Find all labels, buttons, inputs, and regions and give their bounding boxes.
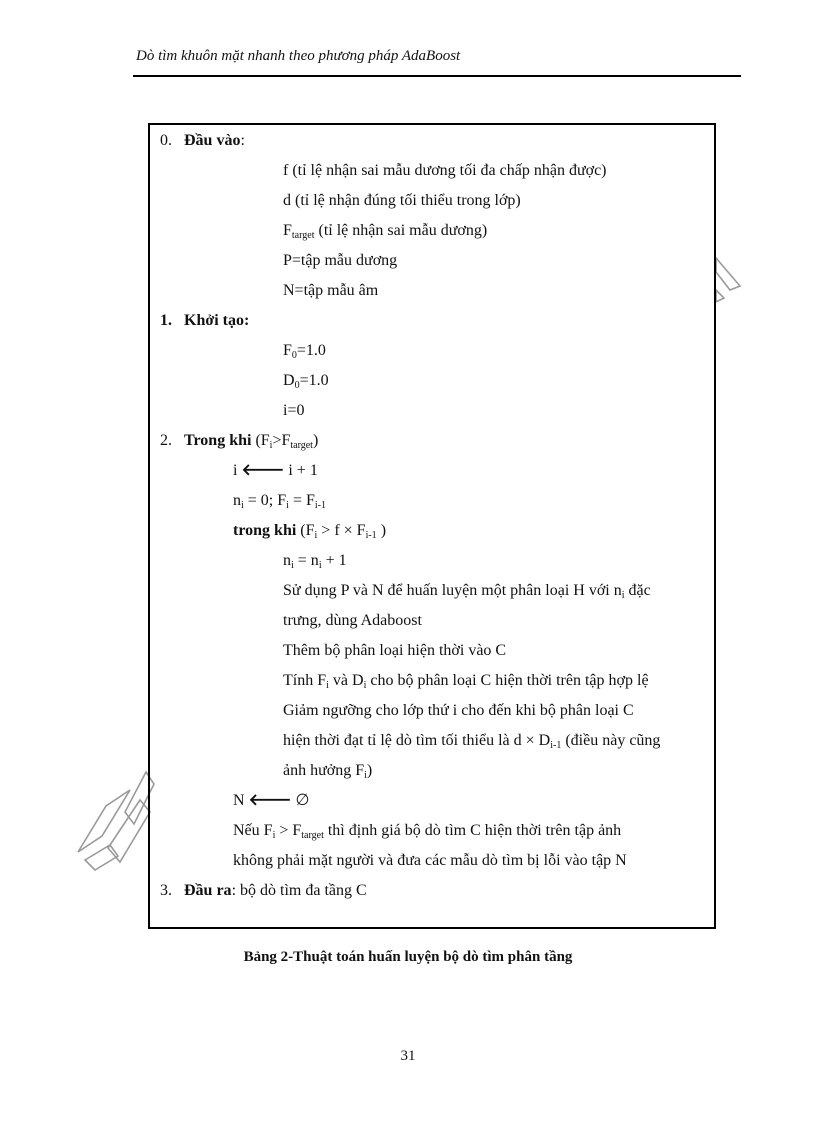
if-line-2: không phải mặt người và đưa các mẫu dò tìm bị lỗi vào tập N — [233, 852, 627, 869]
table-caption: Bảng 2-Thuật toán huấn luyện bộ dò tìm phân tầng — [243, 949, 573, 965]
if-line-1: Nếu $F_i > F_{target}$ thì định giá bộ dò tìm C hiện thời trên tập ảnh — [233, 822, 622, 841]
step-0-heading: 0. Đầu vào: — [160, 132, 245, 149]
init-i0: i=0 — [283, 402, 305, 419]
input-f: f (tỉ lệ nhận sai mẫu dương tối đa chấp nhận được) — [283, 162, 607, 179]
running-header: Dò tìm khuôn mặt nhanh theo phương pháp AdaBoost — [136, 48, 461, 64]
input-ftarget: $F_{target}$ (tỉ lệ nhận sai mẫu dương) — [283, 222, 488, 241]
left-arrow-icon: 🡐 — [248, 792, 292, 809]
inner-loop-heading: trong khi ($F_i > f \times F_{i-1}$ ) — [233, 522, 387, 541]
train-line-1: Sử dụng P và N để huấn luyện một phân loại H với $n_i$ đặc — [283, 582, 651, 601]
increment-i: i 🡐 i + 1 — [233, 462, 318, 479]
decrease-threshold-3: ảnh hưởng $F_i$) — [283, 762, 373, 781]
compute-fi-di: Tính $F_i$ và $D_i$ cho bộ phân loại C hiện thời trên tập hợp lệ — [283, 672, 649, 691]
page-number: 31 — [400, 1048, 416, 1064]
init-f0: $F_0=1.0$ — [283, 342, 326, 361]
input-p: P=tập mẫu dương — [283, 252, 398, 269]
train-line-2: trưng, dùng Adaboost — [283, 612, 422, 629]
step-2-heading: 2. Trong khi $(F_i>F_{target})$ — [160, 432, 319, 451]
step-1-heading: 1. Khởi tạo: — [160, 312, 250, 329]
decrease-threshold-2: hiện thời đạt tỉ lệ dò tìm tối thiểu là $d \times D_{i-1}$ (điều này cũng — [283, 732, 661, 751]
decrease-threshold-1: Giảm ngưỡng cho lớp thứ i cho đến khi bộ phân loại C — [283, 702, 634, 719]
header-rule — [133, 75, 741, 77]
increment-ni: $n_i = n_i + 1$ — [283, 552, 347, 571]
input-n: N=tập mẫu âm — [283, 282, 379, 299]
input-d: d (tỉ lệ nhận đúng tối thiểu trong lớp) — [283, 192, 521, 209]
init-d0: $D_0=1.0$ — [283, 372, 329, 391]
reset-ni: $n_i = 0$; $F_i = F_{i-1}$ — [233, 492, 326, 511]
step-3-heading: 3. Đầu ra: bộ dò tìm đa tầng C — [160, 882, 367, 899]
add-classifier: Thêm bộ phân loại hiện thời vào C — [283, 642, 507, 659]
left-arrow-icon: 🡐 — [241, 462, 285, 479]
empty-n: N 🡐 ∅ — [233, 792, 310, 809]
